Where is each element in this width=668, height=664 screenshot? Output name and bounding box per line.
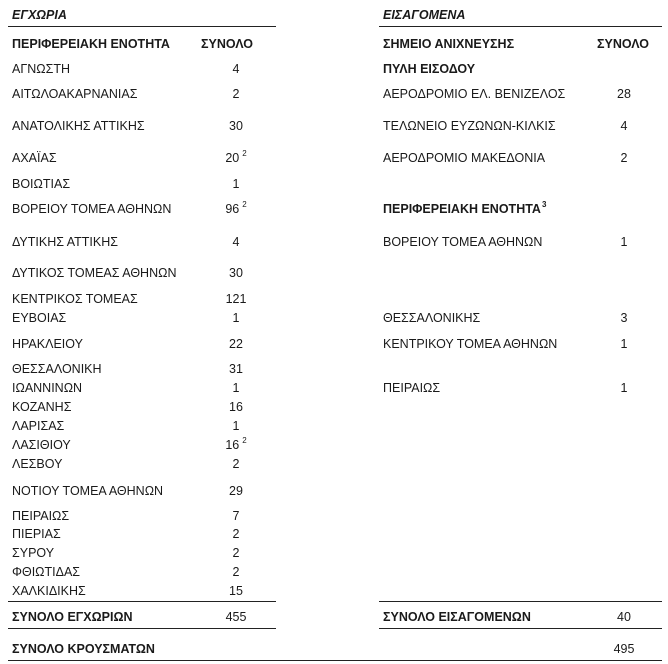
imported-row-name: ΘΕΣΣΑΛΟΝΙΚΗΣ: [383, 311, 481, 325]
grand-total-value: 495: [613, 642, 635, 656]
imported-row-value: 1: [620, 235, 628, 249]
domestic-row-name: ΠΙΕΡΙΑΣ: [12, 527, 61, 541]
imported-total-value: 40: [617, 610, 631, 624]
imported-row-value: 1: [620, 337, 628, 351]
domestic-row-value: 96 $^2$: [225, 200, 247, 216]
domestic-row-name: ΑΙΤΩΛΟΑΚΑΡΝΑΝΙΑΣ: [12, 87, 138, 101]
imported-section-title: ΕΙΣΑΓΟΜΕΝΑ: [383, 8, 466, 22]
domestic-row-name: ΕΥΒΟΙΑΣ: [12, 311, 67, 325]
domestic-row-value: 1: [232, 419, 240, 433]
domestic-row-value: 15: [229, 584, 243, 598]
domestic-row-name: ΣΥΡΟΥ: [12, 546, 55, 560]
domestic-row-value: 2: [232, 457, 240, 471]
domestic-total-label: ΣΥΝΟΛΟ ΕΓΧΩΡΙΩΝ: [12, 610, 133, 624]
domestic-row-name: ΚΕΝΤΡΙΚΟΣ ΤΟΜΕΑΣ: [12, 292, 138, 306]
imported-row-name: ΠΕΙΡΑΙΩΣ: [383, 381, 441, 395]
domestic-row-value: 30: [229, 119, 243, 133]
domestic-row-value: 16 $^2$: [225, 436, 247, 452]
domestic-row-name: ΔΥΤΙΚΗΣ ΑΤΤΙΚΗΣ: [12, 235, 118, 249]
domestic-row-name: ΔΥΤΙΚΟΣ ΤΟΜΕΑΣ ΑΘΗΝΩΝ: [12, 266, 177, 280]
domestic-row-name: ΑΧΑΪΑΣ: [12, 151, 57, 165]
imported-col-point: ΣΗΜΕΙΟ ΑΝΙΧΝΕΥΣΗΣ: [383, 37, 515, 51]
domestic-row-value: 16: [229, 400, 243, 414]
imported-region-label: ΠΕΡΙΦΕΡΕΙΑΚΗ ΕΝΟΤΗΤΑ$^3$: [383, 200, 547, 216]
domestic-row-name: ΝΟΤΙΟΥ ΤΟΜΕΑ ΑΘΗΝΩΝ: [12, 484, 164, 498]
domestic-col-total: ΣΥΝΟΛΟ: [201, 37, 253, 51]
domestic-row-value: 4: [232, 235, 240, 249]
domestic-row-value: 121: [225, 292, 247, 306]
domestic-row-value: 1: [232, 311, 240, 325]
domestic-row-name: ΛΑΡΙΣΑΣ: [12, 419, 65, 433]
domestic-row-name: ΑΓΝΩΣΤΗ: [12, 62, 70, 76]
footnote-marker: 2: [242, 149, 247, 158]
imported-title-rule: [379, 26, 662, 27]
domestic-title-rule: [8, 26, 276, 27]
domestic-row-value: 30: [229, 266, 243, 280]
imported-row-name: ΑΕΡΟΔΡΟΜΙΟ ΕΛ. ΒΕΝΙΖΕΛΟΣ: [383, 87, 566, 101]
domestic-row-value: 22: [229, 337, 243, 351]
domestic-row-value: 31: [229, 362, 243, 376]
imported-row-value: 28: [617, 87, 631, 101]
domestic-total-value: 455: [225, 610, 247, 624]
domestic-row-value: 2: [232, 546, 240, 560]
domestic-row-value: 2: [232, 87, 240, 101]
imported-row-value: 3: [620, 311, 628, 325]
imported-row-value: 1: [620, 381, 628, 395]
imported-row-value: 2: [620, 151, 628, 165]
grand-total-rule: [8, 660, 662, 661]
domestic-row-name: ΦΘΙΩΤΙΔΑΣ: [12, 565, 81, 579]
domestic-row-name: ΘΕΣΣΑΛΟΝΙΚΗ: [12, 362, 102, 376]
grand-total-label: ΣΥΝΟΛΟ ΚΡΟΥΣΜΑΤΩΝ: [12, 642, 155, 656]
imported-total-label: ΣΥΝΟΛΟ ΕΙΣΑΓΟΜΕΝΩΝ: [383, 610, 531, 624]
footnote-marker: 3: [541, 200, 547, 209]
imported-row-name: ΑΕΡΟΔΡΟΜΙΟ ΜΑΚΕΔΟΝΙΑ: [383, 151, 546, 165]
imported-row-value: 4: [620, 119, 628, 133]
domestic-row-name: ΙΩΑΝΝΙΝΩΝ: [12, 381, 83, 395]
imported-row-name: ΤΕΛΩΝΕΙΟ ΕΥΖΩΝΩΝ-ΚΙΛΚΙΣ: [383, 119, 556, 133]
imported-total-rule: [379, 601, 662, 602]
domestic-total-rule: [8, 601, 276, 602]
imported-total-bottom-rule: [379, 628, 662, 629]
domestic-section-title: ΕΓΧΩΡΙΑ: [12, 8, 67, 22]
domestic-row-name: ΧΑΛΚΙΔΙΚΗΣ: [12, 584, 86, 598]
domestic-row-name: ΗΡΑΚΛΕΙΟΥ: [12, 337, 83, 351]
domestic-row-name: ΛΕΣΒΟΥ: [12, 457, 63, 471]
domestic-row-value: 1: [232, 177, 240, 191]
footnote-marker: 2: [242, 436, 247, 445]
domestic-row-value: 1: [232, 381, 240, 395]
imported-col-total: ΣΥΝΟΛΟ: [597, 37, 649, 51]
domestic-row-name: ΒΟΡΕΙΟΥ ΤΟΜΕΑ ΑΘΗΝΩΝ: [12, 202, 172, 216]
domestic-row-value: 7: [232, 509, 240, 523]
domestic-row-name: ΛΑΣΙΘΙΟΥ: [12, 438, 71, 452]
domestic-col-region: ΠΕΡΙΦΕΡΕΙΑΚΗ ΕΝΟΤΗΤΑ: [12, 37, 170, 51]
domestic-row-name: ΒΟΙΩΤΙΑΣ: [12, 177, 71, 191]
domestic-total-bottom-rule: [8, 628, 276, 629]
imported-row-name: ΚΕΝΤΡΙΚΟΥ ΤΟΜΕΑ ΑΘΗΝΩΝ: [383, 337, 558, 351]
domestic-row-name: ΠΕΙΡΑΙΩΣ: [12, 509, 70, 523]
domestic-row-value: 4: [232, 62, 240, 76]
domestic-row-name: ΚΟΖΑΝΗΣ: [12, 400, 72, 414]
domestic-row-name: ΑΝΑΤΟΛΙΚΗΣ ΑΤΤΙΚΗΣ: [12, 119, 145, 133]
domestic-row-value: 2: [232, 527, 240, 541]
entry-gate-label: ΠΥΛΗ ΕΙΣΟΔΟΥ: [383, 62, 476, 76]
domestic-row-value: 20 $^2$: [225, 149, 247, 165]
footnote-marker: 2: [242, 200, 247, 209]
imported-row-name: ΒΟΡΕΙΟΥ ΤΟΜΕΑ ΑΘΗΝΩΝ: [383, 235, 543, 249]
domestic-row-value: 29: [229, 484, 243, 498]
domestic-row-value: 2: [232, 565, 240, 579]
